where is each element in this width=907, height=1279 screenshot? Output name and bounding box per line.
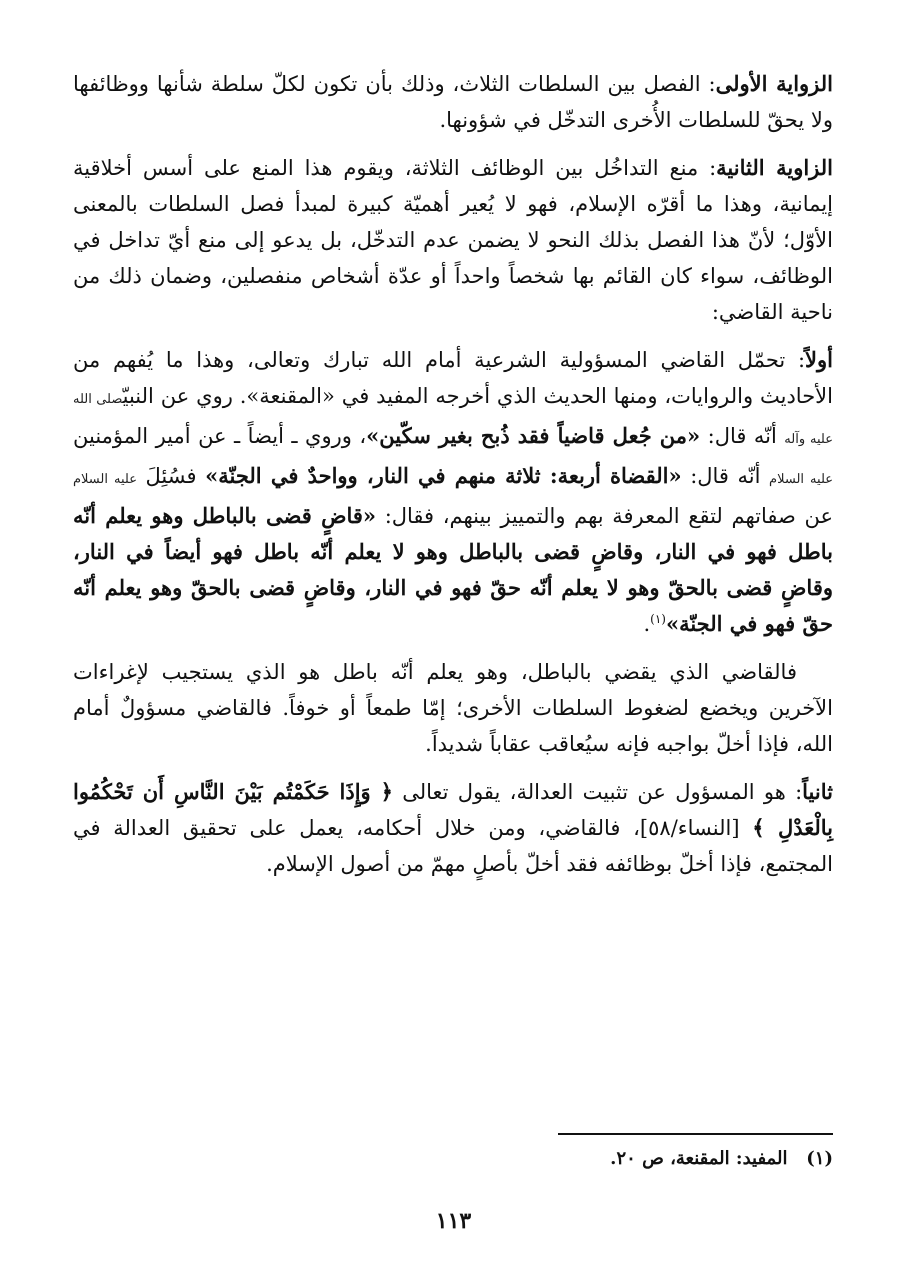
- paragraph-body: : هو المسؤول عن تثبيت العدالة، يقول تعالى: [392, 780, 803, 804]
- quran-verse: ﴿ وَإِذَا حَكَمْتُم بَيْنَ النَّاسِ أَن تَحْكُمُوا بِالْعَدْلِ ﴾: [73, 779, 834, 840]
- paragraph-secondly: [73, 774, 833, 882]
- hadith-quote: «القضاة أربعة: ثلاثة منهم في النار، وواحدٌ في الجنّة»: [205, 463, 682, 488]
- paragraph-lead: أولاً: [805, 347, 833, 372]
- paragraph-body: : تحمّل القاضي المسؤولية الشرعية أمام الله تبارك وتعالى، وهذا ما يُفهم من الأحاديث والروايات، ومنها الحديث الذي أخرجه المفيد في «المقنعة». روي عن النبيّ: [73, 348, 833, 408]
- hadith-quote: «من جُعل قاضياً فقد ذُبح بغير سكّين»: [366, 423, 701, 448]
- paragraph-lead: ثانياً: [802, 779, 833, 804]
- paragraph-body: أنّه قال:: [700, 424, 777, 448]
- footnote-text: المفيد: المقنعة، ص ٢٠.: [610, 1148, 788, 1169]
- paragraph-body: عن صفاتهم لتقع المعرفة بهم والتمييز بينهم، فقال:: [376, 504, 833, 528]
- paragraph-body: [النساء/٥٨]، فالقاضي، ومن خلال أحكامه، يعمل على تحقيق العدالة في المجتمع، فإذا أخلّ بوظائفه فقد أخلّ بأصلٍ مهمّ من أصول الإسلام.: [73, 816, 833, 876]
- paragraph-end: .: [643, 612, 651, 636]
- page-number: ١١٣: [435, 1208, 472, 1234]
- paragraph-first-aspect: [73, 66, 833, 138]
- paragraph-judge-responsibility: [73, 654, 833, 762]
- paragraph-body: : الفصل بين السلطات الثلاث، وذلك بأن تكون لكلّ سلطة شأنها ووظائفها ولا يحقّ للسلطات الأُخرى التدخّل في شؤونها.: [73, 72, 833, 132]
- footnote-divider: [558, 1133, 833, 1135]
- paragraph-firstly: [73, 342, 833, 642]
- footnote: [73, 1146, 833, 1172]
- paragraph-body: فالقاضي الذي يقضي بالباطل، وهو يعلم أنّه باطل هو الذي يستجيب لإغراءات الآخرين ويخضع لضغوط السلطات الأخرى؛ إمّا طمعاً أو خوفاً. فالقاضي مسؤولٌ أمام الله، فإذا أخلّ بواجبه فإنه سيُعاقب عقاباً شديداً.: [73, 660, 833, 756]
- paragraph-lead: الزاوية الثانية: [716, 155, 833, 180]
- paragraph-second-aspect: [73, 150, 833, 330]
- paragraph-body: أنّه قال:: [681, 464, 761, 488]
- honorific-imam: عليه السلام: [73, 472, 137, 487]
- footnote-reference[interactable]: (١): [650, 612, 666, 626]
- honorific-imam: عليه السلام: [769, 472, 833, 487]
- main-text: [73, 66, 833, 894]
- paragraph-body: ، وروي ـ أيضاً ـ عن أمير المؤمنين: [73, 424, 367, 448]
- honorific-prophet: صلى الله عليه وآله: [73, 392, 833, 447]
- paragraph-body: فسُئِلَ: [145, 464, 206, 488]
- hadith-quote: «قاضٍ قضى بالباطل وهو يعلم أنّه باطل فهو في النار، وقاضٍ قضى بالباطل وهو لا يعلم أنّه باطل فهو أيضاً في النار، وقاضٍ قضى بالحقّ وهو لا يعلم أنّه حقّ فهو في النار، وقاضٍ قضى بالحقّ وهو يعلم أنّه حقّ فهو في الجنّة»: [73, 503, 833, 636]
- paragraph-lead: الزواية الأولى: [715, 71, 833, 96]
- paragraph-body: : منع التداخُل بين الوظائف الثلاثة، ويقوم هذا المنع على أسس أخلاقية إيمانية، وهذا ما أقرّه الإسلام، فهو لا يُعير أهميّة كبيرة لمبدأ فصل السلطات بالمعنى الأوّل؛ لأنّ هذا الفصل بذلك النحو لا يضمن عدم التدخّل، بل يدعو إلى منع أيّ تداخل في الوظائف، سواء كان القائم بها شخصاً واحداً أو عدّة أشخاص منفصلين، وضمان ذلك من ناحية القاضي:: [73, 156, 833, 324]
- footnote-number: (١): [806, 1148, 833, 1169]
